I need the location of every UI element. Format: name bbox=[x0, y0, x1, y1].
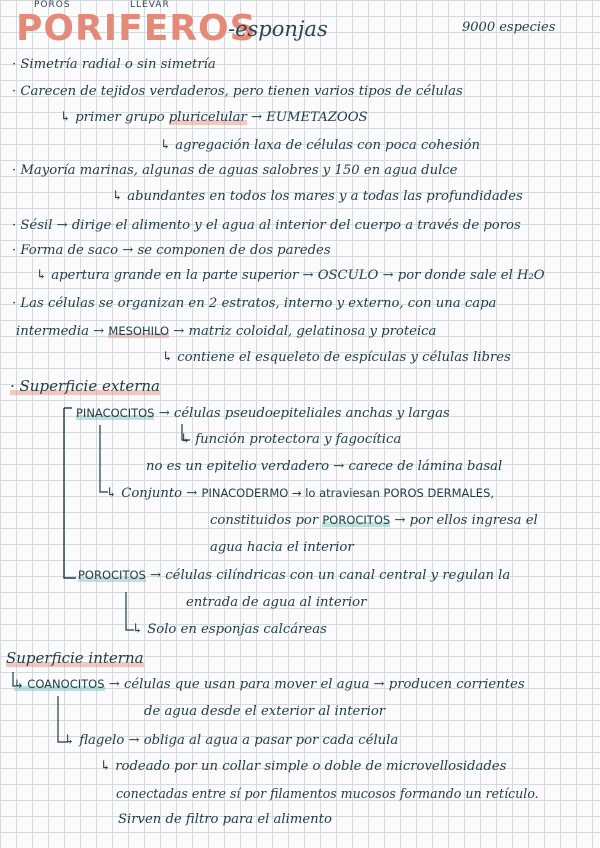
line-strata: · Las células se organizan en 2 estratos, interno y externo, con una capa bbox=[12, 296, 497, 311]
page-subtitle: -esponjas bbox=[228, 17, 328, 41]
externa-heading-text: · Superficie externa bbox=[10, 377, 160, 395]
first-group-text: ↳ primer grupo bbox=[60, 110, 165, 125]
porocitos-desc: → células cilíndricas con un canal central y regulan la bbox=[150, 568, 511, 583]
line-not-epithelium: no es un epitelio verdadero → carece de lámina basal bbox=[146, 459, 503, 474]
species-count: 9000 especies bbox=[462, 20, 556, 35]
coanocitos-label: ↳ COANOCITOS bbox=[14, 677, 105, 691]
constituidos-text: constituidos por bbox=[210, 513, 319, 528]
intermedia-text: intermedia → bbox=[16, 324, 105, 339]
heading-superficie-externa bbox=[10, 377, 160, 395]
line-aggregation: ↳ agregación laxa de células con poca cohesión bbox=[160, 138, 481, 153]
pinacocitos-label: PINACOCITOS bbox=[76, 406, 155, 420]
conjunto-text: ↳ Conjunto → bbox=[106, 486, 198, 501]
line-abundance: ↳ abundantes en todos los mares y a todas las profundidades bbox=[112, 189, 523, 204]
coanocitos-row bbox=[14, 677, 525, 692]
line-symmetry: · Simetría radial o sin simetría bbox=[12, 57, 216, 72]
pinacocitos-desc: → células pseudoepiteliales anchas y largas bbox=[158, 406, 450, 421]
page-title: PORIFEROS bbox=[16, 8, 257, 49]
line-habitat: · Mayoría marinas, algunas de aguas salobres y 150 en agua dulce bbox=[12, 163, 458, 178]
line-sessile: · Sésil → dirige el alimento y el agua al interior del cuerpo a través de poros bbox=[12, 218, 521, 233]
interna-heading-text: Superficie interna bbox=[6, 649, 144, 667]
matrix-text: → matriz coloidal, gelatinosa y proteica bbox=[173, 324, 437, 339]
line-osculo: ↳ apertura grande en la parte superior → OSCULO → por donde sale el H₂O bbox=[36, 268, 545, 283]
poros-label: POROS bbox=[34, 0, 71, 10]
line-first-group bbox=[60, 110, 368, 125]
line-protective: ↳ función protectora y fagocítica bbox=[180, 432, 402, 447]
porocitos-row bbox=[78, 568, 510, 583]
porocitos-ref-highlight: POROCITOS bbox=[322, 513, 391, 527]
line-tissues: · Carecen de tejidos verdaderos, pero tienen varios tipos de células bbox=[12, 84, 463, 99]
eumetazoos-text: → EUMETAZOOS bbox=[251, 110, 368, 125]
porocitos-label: POROCITOS bbox=[78, 568, 146, 582]
pluricelular-highlight: pluricelular bbox=[168, 110, 247, 125]
coanocitos-desc: → células que usan para mover el agua → producen corrientes bbox=[108, 677, 525, 692]
line-pinacodermo bbox=[106, 486, 494, 501]
line-filter: Sirven de filtro para el alimento bbox=[118, 812, 332, 827]
line-water-entry: entrada de agua al interior bbox=[186, 595, 367, 610]
heading-superficie-interna bbox=[6, 649, 144, 667]
line-calcareous: ↳ Solo en esponjas calcáreas bbox=[132, 622, 327, 637]
line-flagelo: ↳ flagelo → obliga al agua a pasar por cada célula bbox=[64, 733, 399, 748]
line-mesohilo bbox=[16, 324, 436, 339]
line-water-inside: agua hacia el interior bbox=[210, 540, 354, 555]
line-sac-shape: · Forma de saco → se componen de dos paredes bbox=[12, 243, 331, 258]
pinacocitos-row bbox=[76, 406, 450, 421]
line-porocitos-ref bbox=[210, 513, 538, 528]
llevar-label: LLEVAR bbox=[130, 0, 170, 10]
ingresa-text: → por ellos ingresa el bbox=[394, 513, 538, 528]
line-mucous: conectadas entre sí por filamentos mucosos formando un retículo. bbox=[116, 786, 539, 801]
mesohilo-highlight: MESOHILO bbox=[108, 324, 170, 338]
pinacodermo-text: PINACODERMO → lo atraviesan POROS DERMALES, bbox=[201, 486, 495, 500]
line-collar: ↳ rodeado por un collar simple o doble de microvellosidades bbox=[100, 759, 507, 774]
line-skeleton: ↳ contiene el esqueleto de espículas y células libres bbox=[162, 350, 511, 365]
line-currents: de agua desde el exterior al interior bbox=[144, 704, 386, 719]
